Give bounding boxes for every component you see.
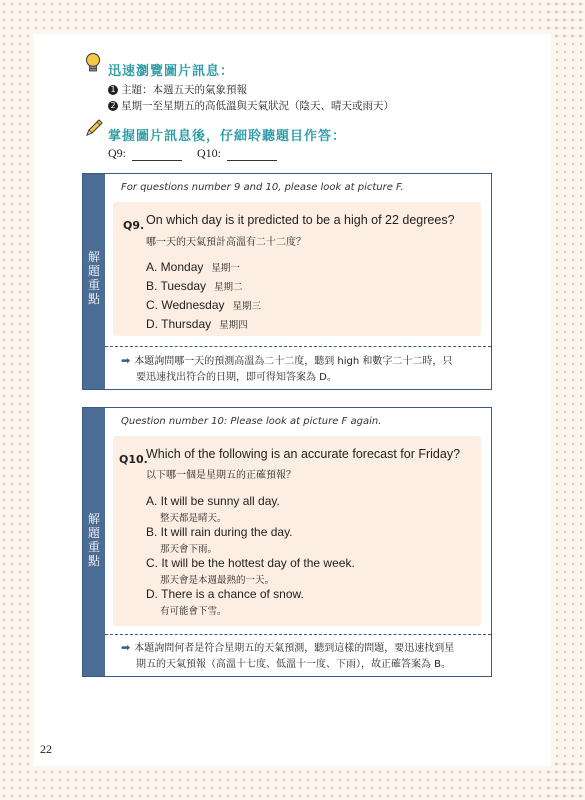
dot-border-bottom	[0, 760, 585, 800]
option-d-zh: 星期四	[219, 320, 248, 331]
option-b	[146, 521, 293, 555]
box-instruction: For questions number 9 and 10, please look at picture F.	[121, 182, 404, 193]
question-text-zh: 哪一天的天氣預計高溫有二十二度？	[146, 237, 306, 248]
explanation-line-1: 本題詢問哪一天的預測高溫為二十二度，聽到 high 和數字二十二時，只	[134, 356, 453, 367]
q10-number: Q10.	[119, 453, 148, 466]
section2-title: 掌握圖片訊息後，仔細聆聽題目作答：	[108, 129, 347, 144]
question-box-q9	[82, 173, 492, 390]
dashed-divider	[105, 634, 491, 635]
section1-title: 迅速瀏覽圖片訊息：	[108, 64, 235, 79]
option-b	[146, 275, 243, 294]
option-d-en: D. There is a chance of snow.	[146, 587, 304, 601]
sidebar-char: 點	[87, 554, 100, 568]
option-a-zh: 整天都是晴天。	[160, 513, 227, 524]
option-c-zh: 那天會是本週最熱的一天。	[160, 575, 275, 586]
section1-item-2-text: 星期一至星期五的高低溫與天氣狀況（陰天、晴天或雨天）	[121, 100, 394, 112]
lightbulb-icon	[84, 52, 102, 74]
pencil-icon	[84, 118, 104, 138]
q9-label: Q9:	[108, 146, 126, 160]
sidebar-char: 重	[87, 540, 100, 554]
explanation	[121, 640, 454, 673]
question-panel	[113, 436, 481, 626]
q9-answer-blank[interactable]	[132, 148, 182, 161]
question-box-q10	[82, 407, 492, 677]
option-d	[146, 583, 304, 617]
option-c	[146, 294, 261, 313]
option-b-zh: 那天會下雨。	[160, 544, 218, 555]
explanation-line-1: 本題詢問何者是符合星期五的天氣預測，聽到這樣的問題，要迅速找到星	[134, 643, 455, 654]
option-a	[146, 490, 280, 524]
explanation-line-2: 要迅速找出符合的日期，即可得知答案為 D。	[136, 372, 337, 383]
explanation	[121, 353, 452, 386]
option-c	[146, 552, 355, 586]
sidebar-char: 解	[87, 512, 100, 526]
key-points-sidebar	[83, 174, 105, 389]
question-text: Which of the following is an accurate forecast for Friday?	[146, 447, 461, 461]
dot-border-right	[545, 0, 585, 800]
option-a-en: A. Monday	[146, 260, 204, 274]
sidebar-char: 點	[87, 292, 100, 306]
option-c-en: C. Wednesday	[146, 298, 225, 312]
question-text: On which day is it predicted to be a high of 22 degrees?	[146, 213, 455, 227]
sidebar-char: 解	[87, 250, 100, 264]
number-badge: 1	[108, 85, 118, 95]
q10-answer-blank[interactable]	[227, 148, 277, 161]
arrow-right-icon: ➡	[121, 641, 131, 654]
option-b-en: B. Tuesday	[146, 279, 207, 293]
number-badge: 2	[108, 101, 118, 111]
option-a-en: A. It will be sunny all day.	[146, 494, 280, 508]
question-number	[123, 214, 144, 233]
box-instruction: Question number 10: Please look at picture F again.	[121, 416, 382, 427]
section1-item-2	[108, 98, 394, 113]
key-points-sidebar	[83, 408, 105, 676]
explanation-line-2: 期五的天氣預報（高溫十七度、低溫十一度、下雨），故正確答案為 B。	[136, 659, 452, 670]
q9-number: Q9.	[123, 219, 145, 232]
option-d-zh: 有可能會下雪。	[160, 606, 227, 617]
dashed-divider	[105, 346, 491, 347]
sidebar-char: 重	[87, 278, 100, 292]
sidebar-char: 題	[87, 526, 100, 540]
option-d	[146, 313, 248, 332]
section1-item-1	[108, 82, 247, 97]
question-text-zh: 以下哪一個是星期五的正確預報？	[146, 470, 296, 481]
q10-label: Q10:	[197, 146, 221, 160]
question-panel	[113, 202, 481, 336]
section1-item-1-text: 主題：本週五天的氣象預報	[121, 84, 247, 96]
option-a-zh: 星期一	[211, 263, 240, 274]
question-number	[119, 448, 148, 467]
option-b-en: B. It will rain during the day.	[146, 525, 293, 539]
answer-blanks	[108, 146, 277, 161]
sidebar-char: 題	[87, 264, 100, 278]
option-b-zh: 星期二	[214, 282, 243, 293]
page-number: 22	[40, 742, 52, 756]
option-c-zh: 星期三	[232, 301, 262, 312]
option-a	[146, 256, 240, 275]
option-c-en: C. It will be the hottest day of the week.	[146, 556, 355, 570]
arrow-right-icon: ➡	[121, 354, 131, 367]
option-d-en: D. Thursday	[146, 317, 212, 331]
